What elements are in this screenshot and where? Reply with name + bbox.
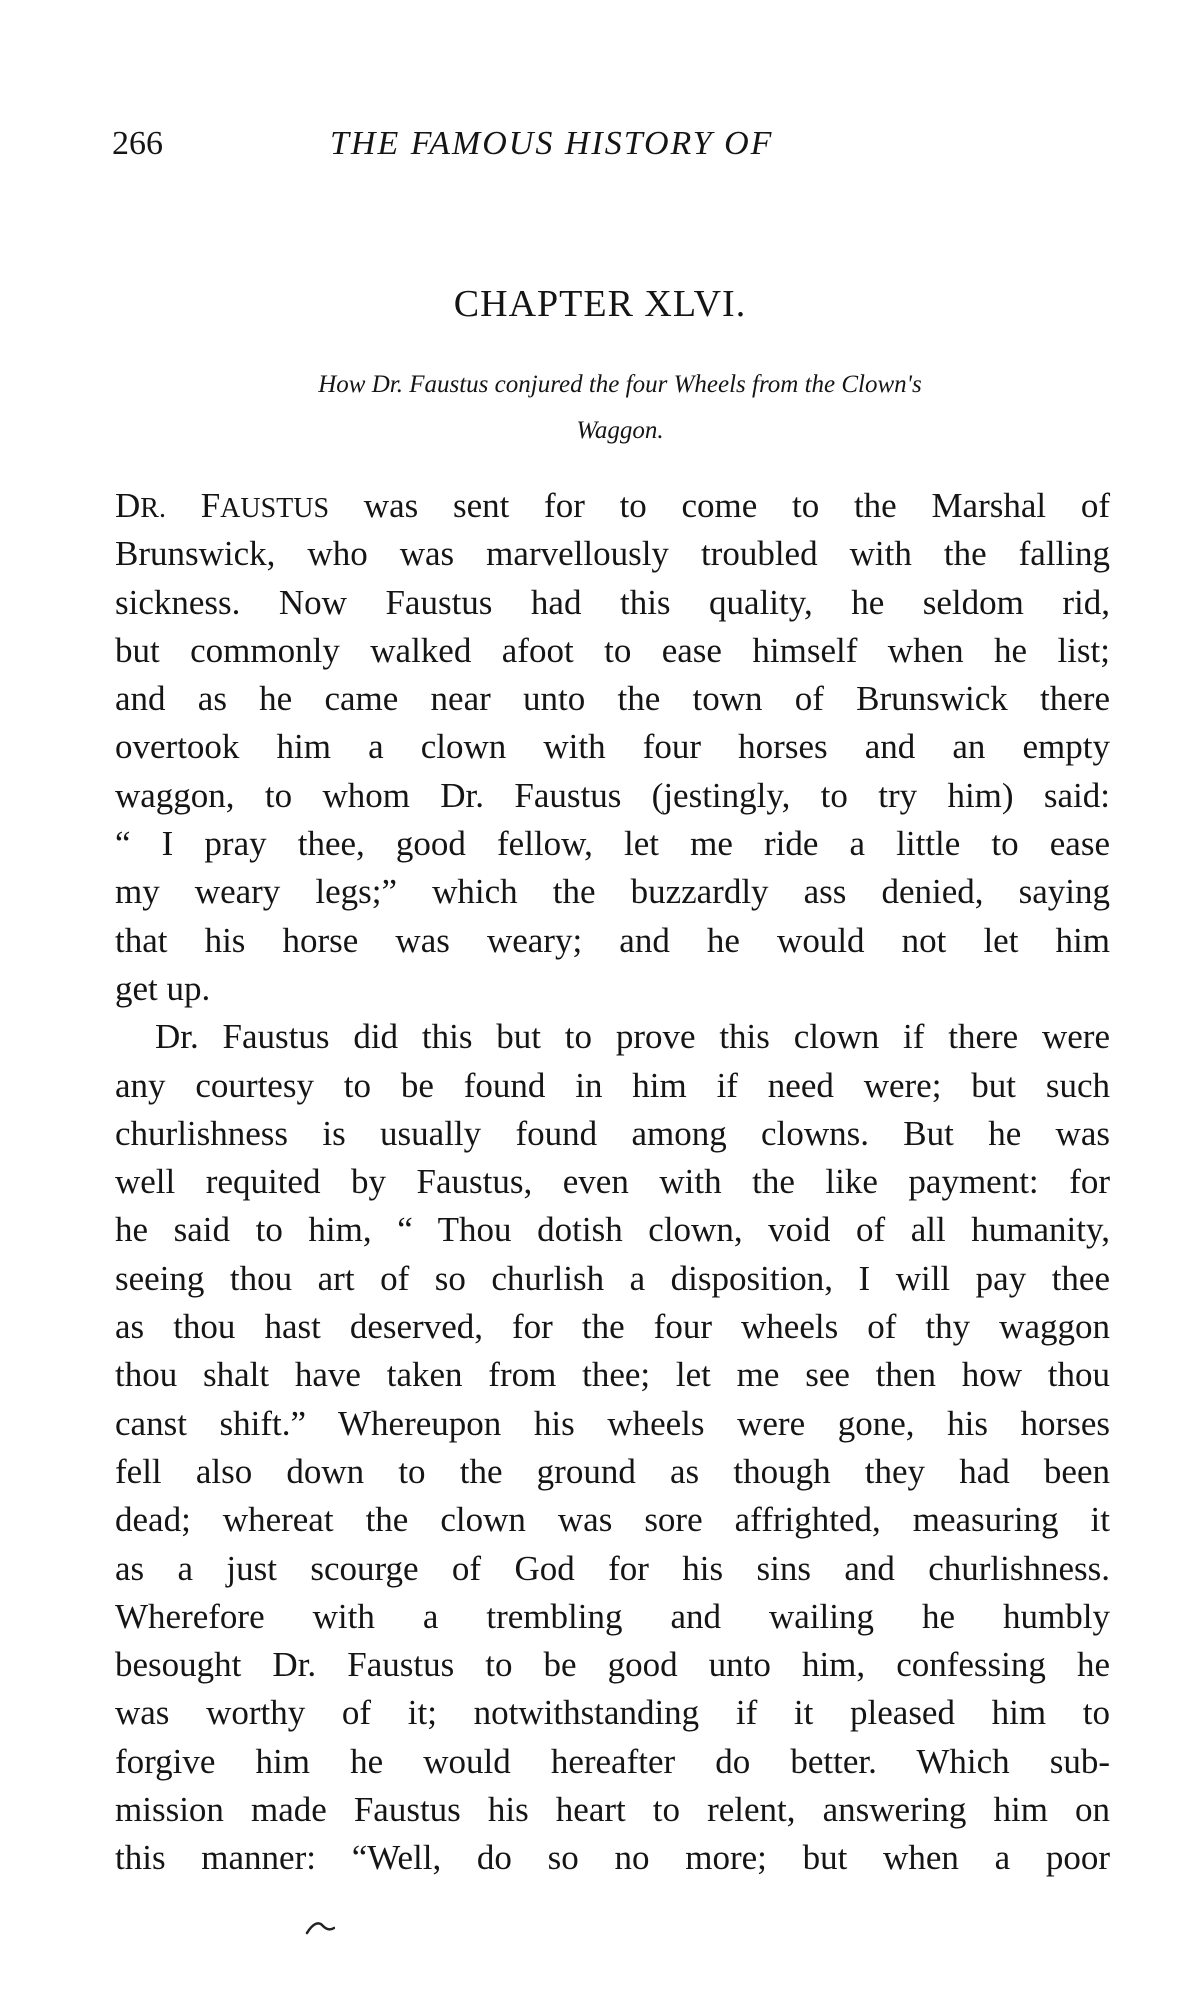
text-line: my weary legs;” which the buzzardly ass denied, saying	[115, 872, 1110, 912]
text-line: Dr. Faustus did this but to prove this clown if there were	[155, 1017, 1110, 1057]
text-line: fell also down to the ground as though they had been	[115, 1451, 1110, 1491]
text-line: Wherefore with a trembling and wailing he humbly	[115, 1596, 1110, 1636]
text-line: any courtesy to be found in him if need were; but such	[115, 1065, 1110, 1105]
text-line: but commonly walked afoot to ease himself when he list;	[115, 630, 1110, 670]
faustus-initial: F	[200, 486, 221, 525]
text-line: as thou hast deserved, for the four wheels of thy waggon	[115, 1307, 1110, 1347]
text-line: thou shalt have taken from thee; let me see then how thou	[115, 1355, 1110, 1395]
page-number: 266	[112, 125, 163, 162]
text-line: sickness. Now Faustus had this quality, he seldom rid,	[115, 582, 1110, 622]
faustus-small-caps: AUSTUS	[220, 493, 330, 524]
text-line: Brunswick, who was marvellously troubled with the falling	[115, 534, 1110, 574]
first-line-remainder: was sent for to come to the Marshal of	[363, 486, 1111, 525]
text-line: seeing thou art of so churlish a disposition, I will pay thee	[115, 1258, 1110, 1298]
text-line: dead; whereat the clown was sore affrighted, measuring it	[115, 1500, 1110, 1540]
text-line: waggon, to whom Dr. Faustus (jestingly, to try him) said:	[115, 775, 1110, 815]
text-line: as a just scourge of God for his sins and churlishness.	[115, 1548, 1110, 1588]
text-line: overtook him a clown with four horses and an empty	[115, 727, 1110, 767]
chapter-title: CHAPTER XLVI.	[453, 283, 747, 325]
text-line: well requited by Faustus, even with the like payment: for	[115, 1162, 1110, 1202]
running-title: THE FAMOUS HISTORY OF	[330, 125, 774, 162]
text-line: this manner: “Well, do so no more; but when a poor	[115, 1838, 1110, 1878]
text-line: and as he came near unto the town of Brunswick there	[115, 679, 1110, 719]
text-line: churlishness is usually found among clowns. But he was	[115, 1113, 1110, 1153]
chapter-subtitle-line: Waggon.	[576, 417, 664, 444]
text-line: that his horse was weary; and he would not let him	[115, 920, 1110, 960]
text-line: forgive him he would hereafter do better. Which sub-	[115, 1741, 1110, 1781]
text-line: besought Dr. Faustus to be good unto him, confessing he	[115, 1645, 1110, 1685]
dr-small-caps: R.	[140, 493, 166, 524]
chapter-subtitle	[180, 362, 1060, 454]
chapter-subtitle-line: How Dr. Faustus conjured the four Wheels from the Clown's	[318, 371, 922, 398]
text-line: canst shift.” Whereupon his wheels were gone, his horses	[115, 1403, 1110, 1443]
text-line: “ I pray thee, good fellow, let me ride a little to ease	[115, 824, 1110, 864]
text-line: was worthy of it; notwithstanding if it pleased him to	[115, 1693, 1110, 1733]
text-line	[115, 482, 1110, 530]
dr-initial: D	[115, 486, 141, 525]
text-line: he said to him, “ Thou dotish clown, void of all humanity,	[115, 1210, 1110, 1250]
printer-mark-icon	[305, 1921, 335, 1935]
text-line: mission made Faustus his heart to relent, answering him on	[115, 1790, 1110, 1830]
text-line: get up.	[115, 968, 211, 1008]
body-text	[115, 482, 1110, 1883]
running-head	[0, 124, 1200, 184]
